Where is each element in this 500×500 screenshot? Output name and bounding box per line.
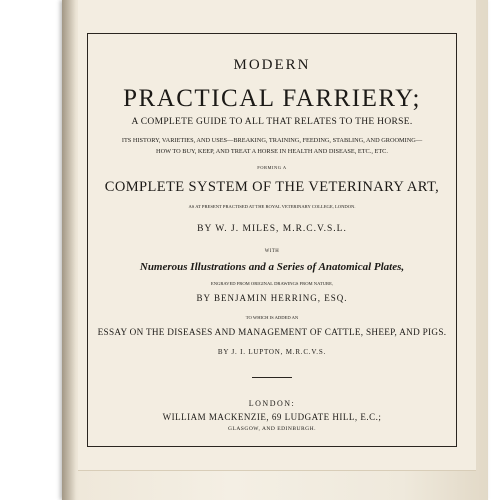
imprint-city: LONDON: — [248, 399, 296, 408]
contents-line-1: ITS HISTORY, VARIETIES, AND USES—BREAKING, TRAINING, FEEDING, STABLING, AND GROOMING— — [121, 137, 423, 144]
main-title: PRACTICAL FARRIERY; — [123, 85, 421, 112]
complete-system-heading: COMPLETE SYSTEM OF THE VETERINARY ART, — [104, 179, 440, 195]
spine-shadow — [62, 0, 76, 500]
essay-line: ESSAY ON THE DISEASES AND MANAGEMENT OF CATTLE, SHEEP, AND PIGS. — [97, 327, 447, 337]
line-modern: MODERN — [233, 57, 311, 73]
short-divider-rule — [252, 377, 292, 378]
author-line: BY W. J. MILES, M.R.C.V.S.L. — [197, 224, 347, 234]
with-label: WITH — [264, 249, 280, 254]
forming-label: FORMING A — [257, 165, 287, 170]
practised-line: AS AT PRESENT PRACTISED AT THE ROYAL VETERINARY COLLEGE, LONDON. — [188, 204, 356, 209]
added-label: TO WHICH IS ADDED AN — [245, 315, 299, 320]
contents-line-2: HOW TO BUY, KEEP, AND TREAT A HORSE IN HEALTH AND DISEASE, ETC., ETC. — [156, 148, 388, 155]
essay-author-line: BY J. I. LUPTON, M.R.C.V.S. — [217, 348, 327, 356]
imprint-publisher: WILLIAM MACKENZIE, 69 LUDGATE HILL, E.C.; — [162, 412, 382, 422]
subtitle: A COMPLETE GUIDE TO ALL THAT RELATES TO THE HORSE. — [131, 117, 413, 127]
imprint-other-cities: GLASGOW, AND EDINBURGH. — [228, 426, 316, 432]
engraved-line: ENGRAVED FROM ORIGINAL DRAWINGS FROM NATURE, — [210, 281, 334, 286]
illustrator-line: BY BENJAMIN HERRING, ESQ. — [196, 293, 348, 303]
illustrations-line: Numerous Illustrations and a Series of Anatomical Plates, — [139, 261, 405, 273]
